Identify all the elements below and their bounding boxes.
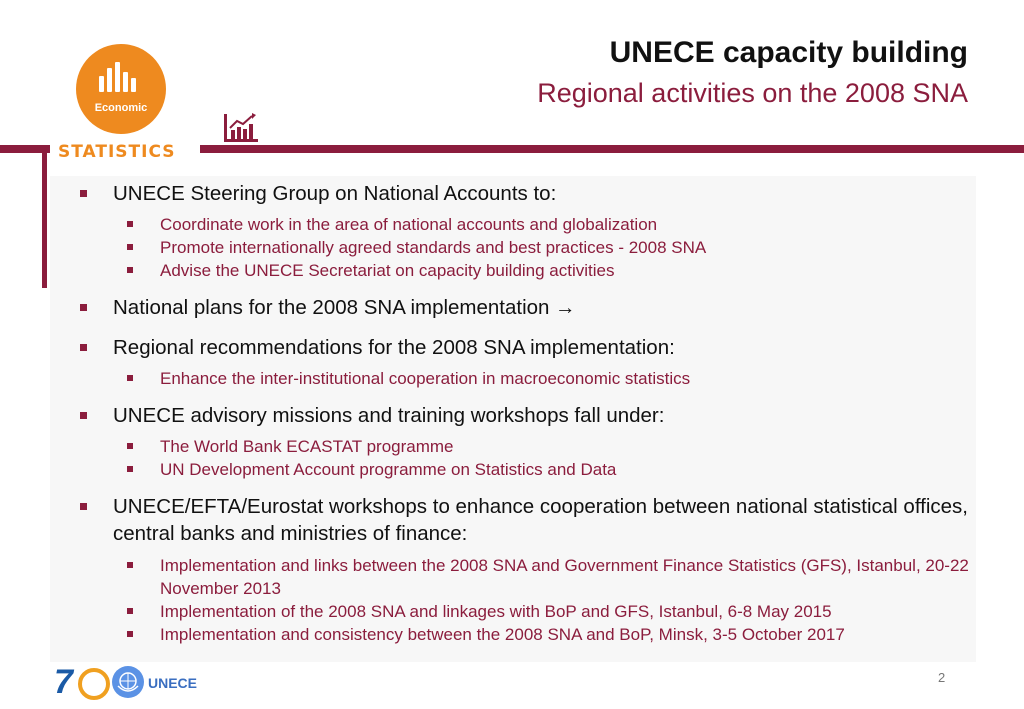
bullet-regional-recommendations: Regional recommendations for the 2008 SNA implementation: xyxy=(78,334,978,361)
sub-bullet: Enhance the inter-institutional cooperation in macroeconomic statistics xyxy=(78,367,978,390)
unece-logo-text: UNECE xyxy=(148,675,198,691)
page-subtitle: Regional activities on the 2008 SNA xyxy=(537,78,968,108)
bullet-list xyxy=(78,180,978,646)
sub-bullet: Coordinate work in the area of national accounts and globalization xyxy=(78,213,978,236)
anniversary-seven: 7 xyxy=(54,663,73,701)
un-emblem-icon xyxy=(112,666,144,698)
sub-bullet: UN Development Account programme on Statistics and Data xyxy=(78,458,978,481)
bullet-steering-group: UNECE Steering Group on National Accounts to: xyxy=(78,180,978,207)
page-title: UNECE capacity building xyxy=(609,36,968,69)
logo-label: STATISTICS xyxy=(58,142,176,162)
left-accent-bar xyxy=(42,153,47,288)
logo-text: Economic xyxy=(94,102,148,114)
sub-bullet: Implementation and consistency between the 2008 SNA and BoP, Minsk, 3-5 October 2017 xyxy=(78,623,978,646)
anniversary-ring-icon xyxy=(78,668,110,700)
bullet-advisory-missions: UNECE advisory missions and training workshops fall under: xyxy=(78,402,978,429)
bullet-efta-workshops: UNECE/EFTA/Eurostat workshops to enhance cooperation between national statistical offices, central banks and ministries of finance: xyxy=(78,493,978,547)
page-number: 2 xyxy=(938,670,946,685)
sub-bullet: Advise the UNECE Secretariat on capacity building activities xyxy=(78,259,978,282)
logo-bars-icon xyxy=(99,62,143,92)
economic-logo xyxy=(76,44,166,134)
sub-bullet: Implementation of the 2008 SNA and linkages with BoP and GFS, Istanbul, 6-8 May 2015 xyxy=(78,600,978,623)
sub-bullet: The World Bank ECASTAT programme xyxy=(78,435,978,458)
sub-bullet: Implementation and links between the 2008 SNA and Government Finance Statistics (GFS), Istanbul, 20-22 November 2013 xyxy=(78,554,978,600)
bullet-national-plans: National plans for the 2008 SNA implementation → xyxy=(78,294,978,321)
sub-bullet: Promote internationally agreed standards and best practices - 2008 SNA xyxy=(78,236,978,259)
chart-up-icon xyxy=(222,112,260,144)
